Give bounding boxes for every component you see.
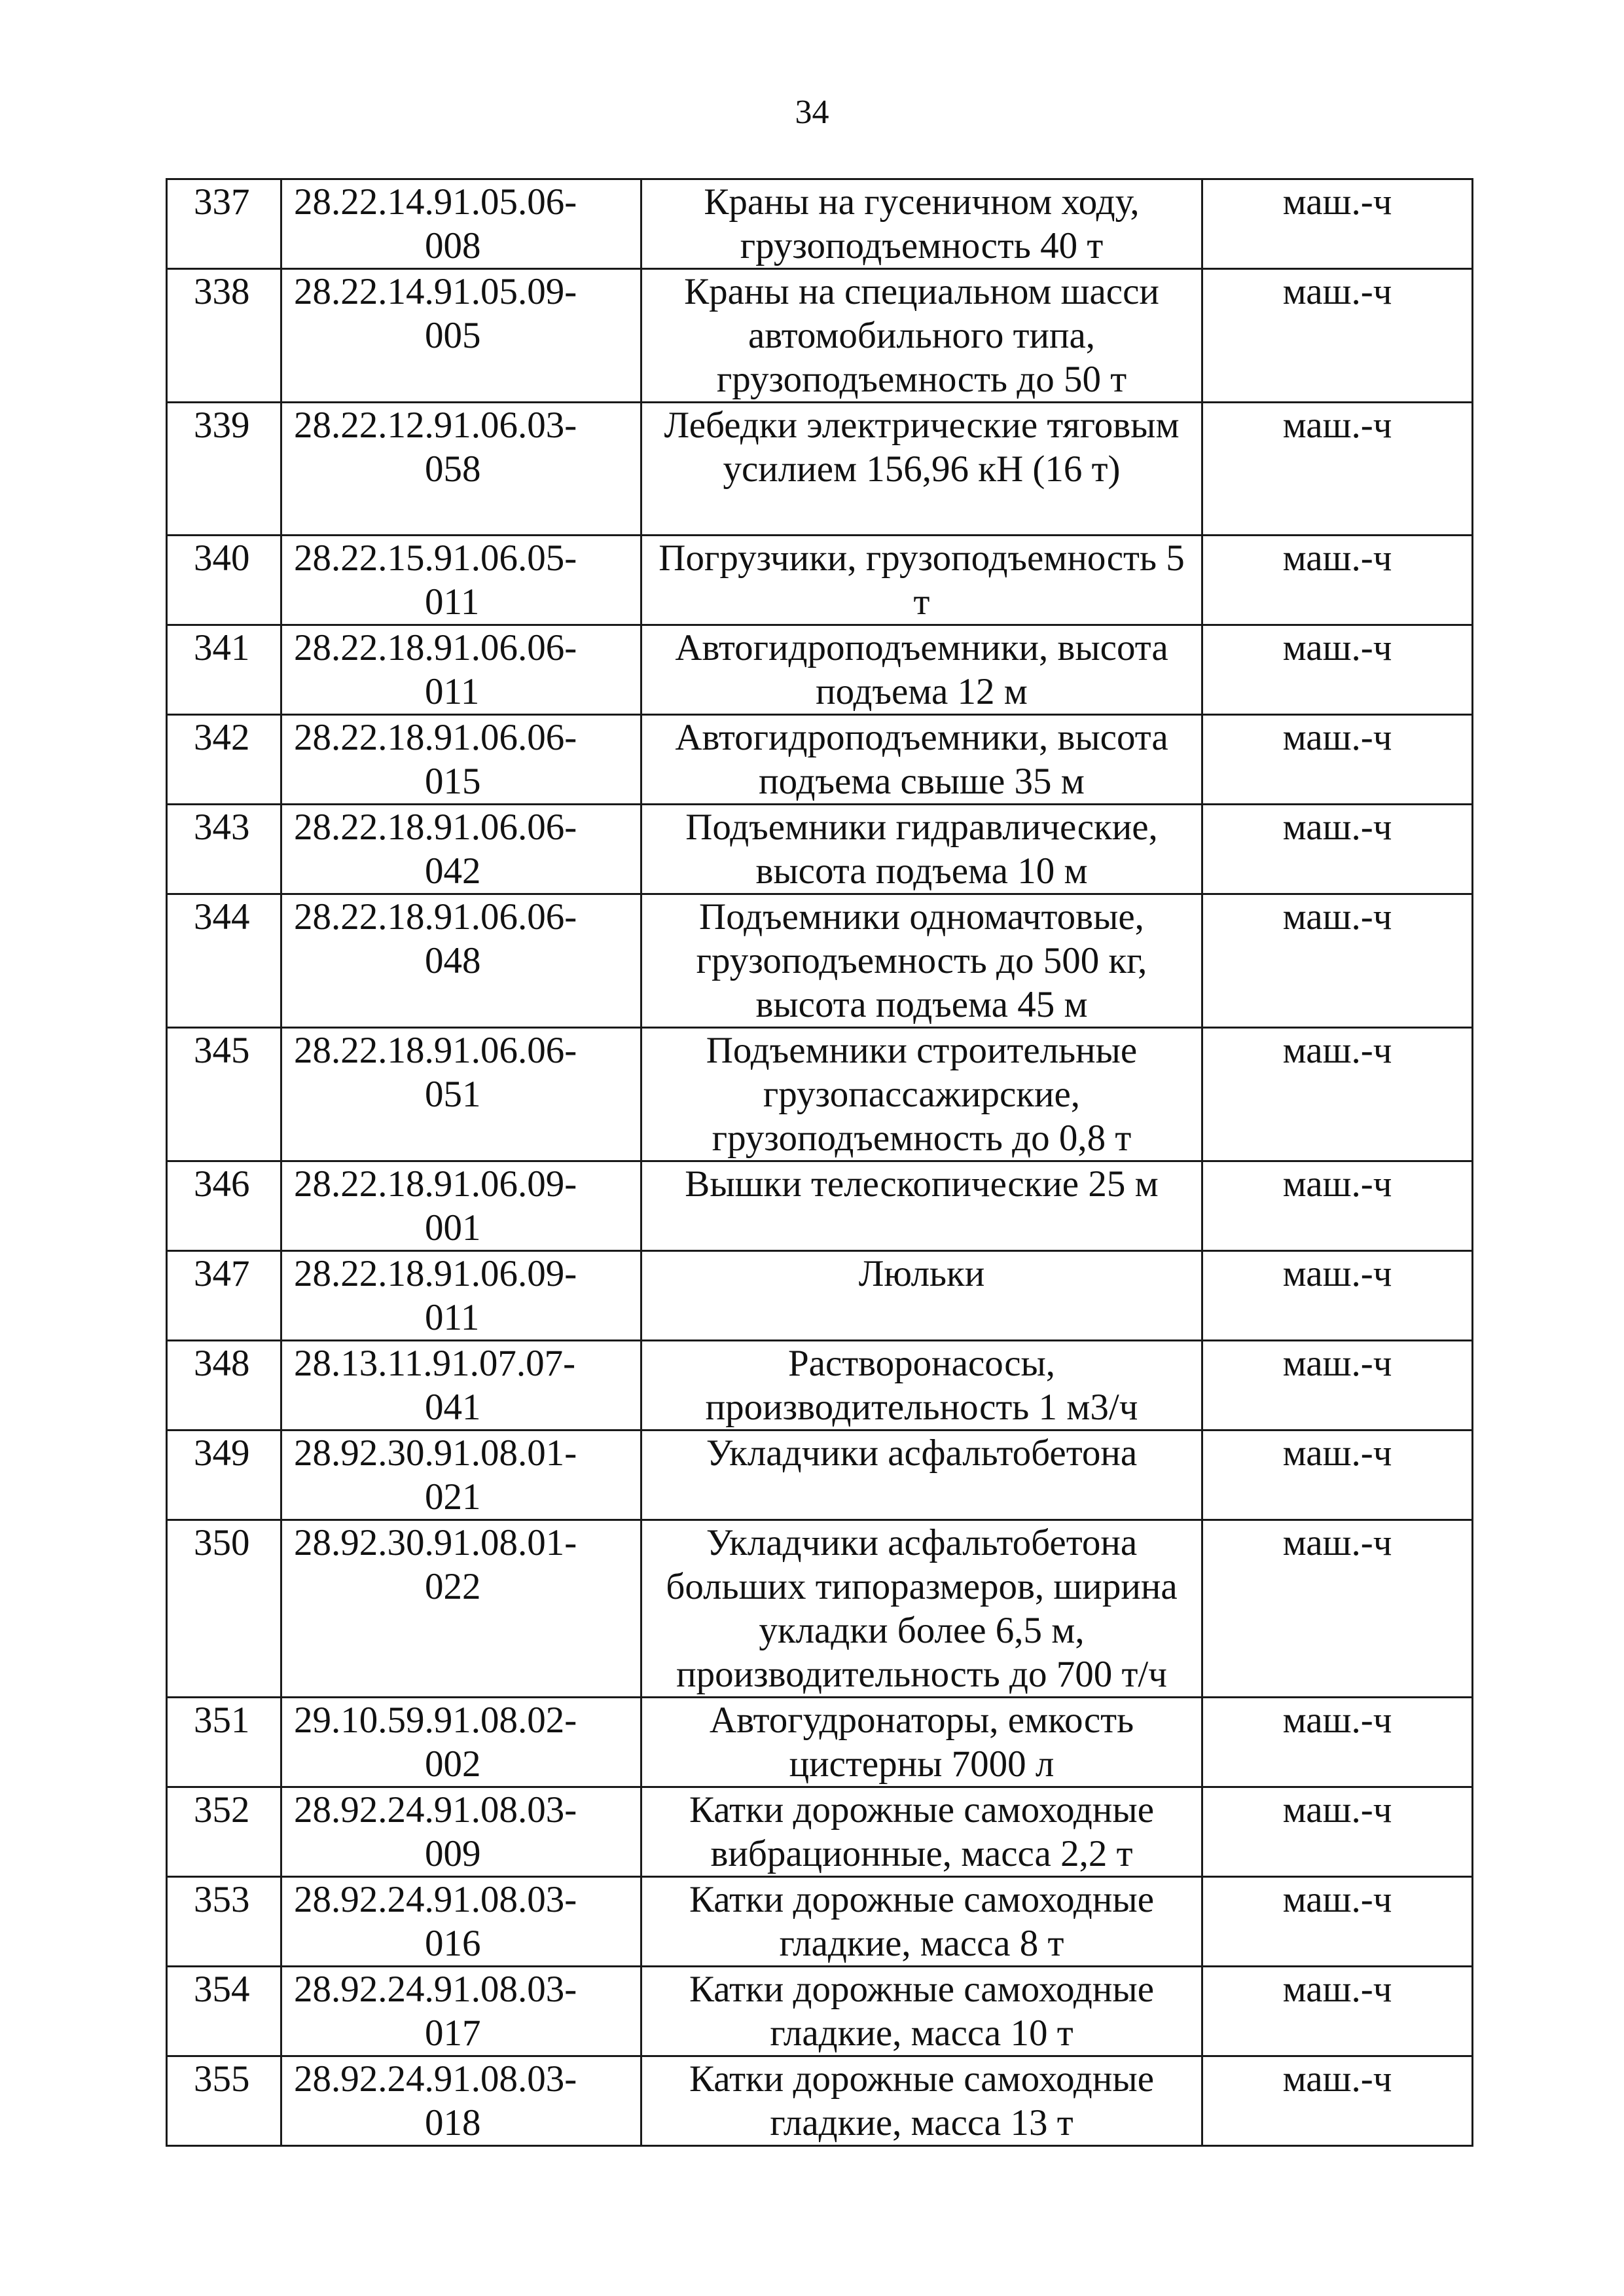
resource-code: [281, 179, 641, 269]
resource-code-part1: 28.22.18.91.06.06-: [294, 896, 577, 938]
table-row: [167, 1251, 1473, 1341]
resource-code-part2: 011: [425, 581, 480, 623]
resource-description: Подъемники строительные грузопассажирские, грузоподъемность до 0,8 т: [641, 1028, 1202, 1161]
resource-code: [281, 269, 641, 403]
resource-code-part2: 016: [425, 1923, 481, 1964]
resource-code: [281, 2056, 641, 2146]
row-number: 337: [167, 179, 281, 269]
resource-description: Растворонасосы, производительность 1 м3/ч: [641, 1341, 1202, 1430]
resource-description: Подъемники гидравлические, высота подъема 10 м: [641, 805, 1202, 894]
resource-description: Катки дорожные самоходные вибрационные, масса 2,2 т: [641, 1787, 1202, 1877]
unit-of-measure: маш.-ч: [1202, 179, 1473, 269]
unit-of-measure: маш.-ч: [1202, 1877, 1473, 1967]
row-number: 340: [167, 536, 281, 625]
resource-code: [281, 1520, 641, 1698]
resource-code: [281, 1341, 641, 1430]
table-row: [167, 1341, 1473, 1430]
unit-of-measure: маш.-ч: [1202, 403, 1473, 536]
resource-description: Укладчики асфальтобетона больших типоразмеров, ширина укладки более 6,5 м, производительность до 700 т/ч: [641, 1520, 1202, 1698]
resource-code: [281, 1028, 641, 1161]
resource-code-part1: 28.92.30.91.08.01-: [294, 1522, 577, 1563]
row-number: 343: [167, 805, 281, 894]
resource-code: [281, 625, 641, 715]
resource-description: Вышки телескопические 25 м: [641, 1161, 1202, 1251]
resource-code: [281, 1251, 641, 1341]
table-row: [167, 269, 1473, 403]
unit-of-measure: маш.-ч: [1202, 2056, 1473, 2146]
resource-description: Катки дорожные самоходные гладкие, масса 13 т: [641, 2056, 1202, 2146]
resource-code: [281, 894, 641, 1028]
resource-code-part1: 28.22.18.91.06.06-: [294, 1030, 577, 1071]
resource-code-part2: 009: [425, 1833, 481, 1874]
table-row: [167, 2056, 1473, 2146]
unit-of-measure: маш.-ч: [1202, 1698, 1473, 1787]
unit-of-measure: маш.-ч: [1202, 1341, 1473, 1430]
row-number: 349: [167, 1430, 281, 1520]
table-row: [167, 1430, 1473, 1520]
resource-code: [281, 1161, 641, 1251]
resource-code-part2: 002: [425, 1743, 481, 1785]
row-number: 344: [167, 894, 281, 1028]
resource-code-part1: 28.92.24.91.08.03-: [294, 1789, 577, 1831]
resource-code-part2: 017: [425, 2013, 481, 2054]
resource-description: Подъемники одномачтовые, грузоподъемность до 500 кг, высота подъема 45 м: [641, 894, 1202, 1028]
table-row: [167, 403, 1473, 536]
table-row: [167, 894, 1473, 1028]
resource-code-part2: 015: [425, 761, 481, 802]
resource-code-part2: 042: [425, 850, 481, 892]
row-number: 352: [167, 1787, 281, 1877]
resource-code-part1: 28.13.11.91.07.07-: [294, 1343, 576, 1384]
row-number: 354: [167, 1967, 281, 2056]
resource-code-part2: 001: [425, 1207, 481, 1248]
resource-code: [281, 1698, 641, 1787]
resource-code-part2: 011: [425, 1297, 480, 1338]
resource-code: [281, 1967, 641, 2056]
resource-code: [281, 1877, 641, 1967]
resource-description: Катки дорожные самоходные гладкие, масса 8 т: [641, 1877, 1202, 1967]
resource-code-part1: 28.22.15.91.06.05-: [294, 538, 577, 579]
row-number: 348: [167, 1341, 281, 1430]
row-number: 341: [167, 625, 281, 715]
table-row: [167, 715, 1473, 805]
resource-code-part2: 011: [425, 671, 480, 712]
row-number: 347: [167, 1251, 281, 1341]
unit-of-measure: маш.-ч: [1202, 1787, 1473, 1877]
resource-description: Лебедки электрические тяговым усилием 156,96 кН (16 т): [641, 403, 1202, 536]
table-row: [167, 179, 1473, 269]
resource-code-part2: 022: [425, 1566, 481, 1607]
row-number: 355: [167, 2056, 281, 2146]
resource-description: Краны на гусеничном ходу, грузоподъемность 40 т: [641, 179, 1202, 269]
table-body: [167, 179, 1473, 2146]
resource-code-part2: 051: [425, 1074, 481, 1115]
table-row: [167, 1161, 1473, 1251]
unit-of-measure: маш.-ч: [1202, 1520, 1473, 1698]
row-number: 345: [167, 1028, 281, 1161]
unit-of-measure: маш.-ч: [1202, 715, 1473, 805]
resource-code-part1: 28.22.18.91.06.09-: [294, 1253, 577, 1294]
resource-description: Автогидроподъемники, высота подъема свыше 35 м: [641, 715, 1202, 805]
table-row: [167, 1787, 1473, 1877]
resource-code-part2: 058: [425, 448, 481, 490]
unit-of-measure: маш.-ч: [1202, 269, 1473, 403]
resource-code-part2: 018: [425, 2102, 481, 2143]
table-row: [167, 1698, 1473, 1787]
resource-description: Катки дорожные самоходные гладкие, масса 10 т: [641, 1967, 1202, 2056]
resource-description: Люльки: [641, 1251, 1202, 1341]
resource-code-part2: 041: [425, 1387, 481, 1428]
resource-code-part1: 28.22.14.91.05.06-: [294, 181, 577, 223]
table-row: [167, 1877, 1473, 1967]
row-number: 353: [167, 1877, 281, 1967]
resource-code-part2: 021: [425, 1476, 481, 1518]
resource-code-part1: 28.92.24.91.08.03-: [294, 1969, 577, 2010]
table-row: [167, 1967, 1473, 2056]
resource-code-part2: 048: [425, 940, 481, 981]
unit-of-measure: маш.-ч: [1202, 1251, 1473, 1341]
resource-code-part1: 28.22.18.91.06.09-: [294, 1163, 577, 1205]
row-number: 339: [167, 403, 281, 536]
resource-code: [281, 715, 641, 805]
resource-description: Автогудронаторы, емкость цистерны 7000 л: [641, 1698, 1202, 1787]
resource-description: Укладчики асфальтобетона: [641, 1430, 1202, 1520]
table-row: [167, 1520, 1473, 1698]
resource-code-part1: 28.22.18.91.06.06-: [294, 807, 577, 848]
resource-code-part1: 28.92.30.91.08.01-: [294, 1432, 577, 1474]
resource-code: [281, 1430, 641, 1520]
table-row: [167, 536, 1473, 625]
resource-code-part1: 28.92.24.91.08.03-: [294, 1879, 577, 1920]
unit-of-measure: маш.-ч: [1202, 1028, 1473, 1161]
unit-of-measure: маш.-ч: [1202, 536, 1473, 625]
resource-code-part1: 28.22.18.91.06.06-: [294, 627, 577, 668]
unit-of-measure: маш.-ч: [1202, 894, 1473, 1028]
resource-description: Автогидроподъемники, высота подъема 12 м: [641, 625, 1202, 715]
table-row: [167, 625, 1473, 715]
unit-of-measure: маш.-ч: [1202, 805, 1473, 894]
row-number: 342: [167, 715, 281, 805]
resource-description: Погрузчики, грузоподъемность 5 т: [641, 536, 1202, 625]
row-number: 346: [167, 1161, 281, 1251]
unit-of-measure: маш.-ч: [1202, 1967, 1473, 2056]
resource-description: Краны на специальном шасси автомобильного типа, грузоподъемность до 50 т: [641, 269, 1202, 403]
resource-code: [281, 536, 641, 625]
row-number: 350: [167, 1520, 281, 1698]
table-row: [167, 1028, 1473, 1161]
resource-code-part1: 29.10.59.91.08.02-: [294, 1700, 577, 1741]
resource-code: [281, 805, 641, 894]
resource-code: [281, 403, 641, 536]
table-row: [167, 805, 1473, 894]
resource-code-part1: 28.22.18.91.06.06-: [294, 717, 577, 758]
unit-of-measure: маш.-ч: [1202, 1430, 1473, 1520]
resource-code-part2: 005: [425, 315, 481, 356]
resource-code-part1: 28.22.14.91.05.09-: [294, 271, 577, 312]
page-number: 34: [795, 94, 829, 131]
row-number: 351: [167, 1698, 281, 1787]
resource-code-part2: 008: [425, 225, 481, 266]
resource-code-part1: 28.22.12.91.06.03-: [294, 405, 577, 446]
machinery-table: [166, 178, 1473, 2147]
unit-of-measure: маш.-ч: [1202, 625, 1473, 715]
resource-code: [281, 1787, 641, 1877]
row-number: 338: [167, 269, 281, 403]
resource-code-part1: 28.92.24.91.08.03-: [294, 2058, 577, 2100]
unit-of-measure: маш.-ч: [1202, 1161, 1473, 1251]
